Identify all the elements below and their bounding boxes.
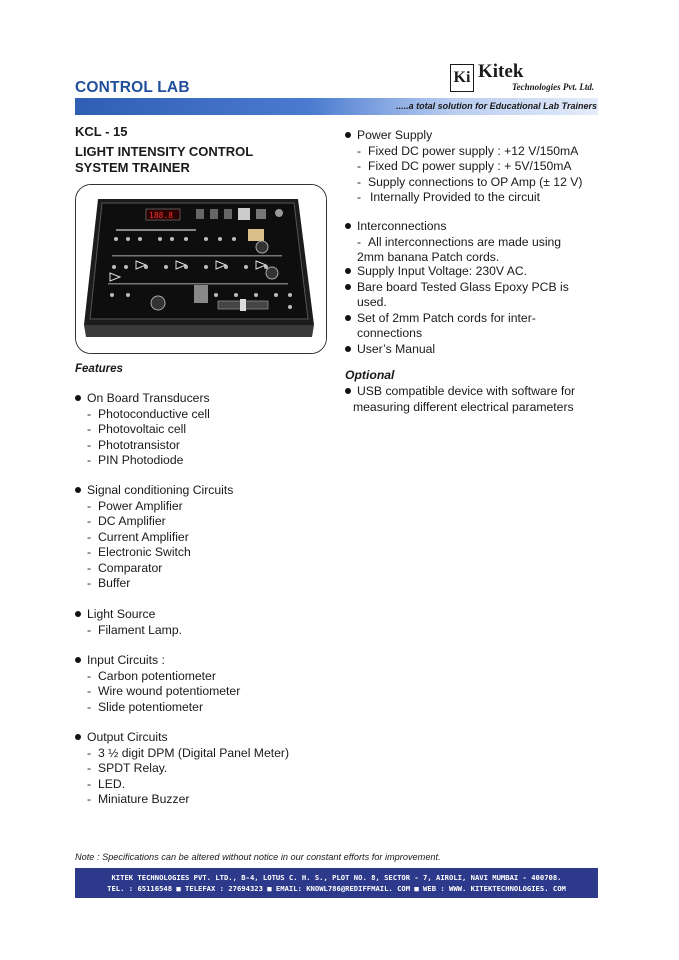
- model-number: KCL - 15: [75, 124, 128, 139]
- feature-item: - Electronic Switch: [75, 545, 335, 561]
- footnote: Note : Specifications can be altered without notice in our constant efforts for improvement.: [75, 852, 441, 862]
- tagline: .....a total solution for Educational Lab Trainers: [396, 101, 597, 111]
- spec-item-continued-text: Internally Provided to the circuit: [370, 190, 541, 204]
- feature-section-light-source: [75, 607, 335, 638]
- feature-item: - LED.: [75, 777, 335, 793]
- spec-title: Power Supply: [345, 128, 588, 144]
- spec-interconnections: [345, 219, 588, 266]
- feature-item: - Power Amplifier: [75, 499, 335, 515]
- spec-supply-input: Supply Input Voltage: 230V AC.: [345, 264, 588, 280]
- spec-title: Interconnections: [345, 219, 588, 235]
- product-image: [75, 184, 327, 354]
- section-title: CONTROL LAB: [75, 79, 190, 96]
- feature-section-output-circuits: [75, 730, 335, 808]
- spec-pcb-continued: used.: [357, 295, 387, 309]
- footer-contact: TEL. : 65116548 ■ TELEFAX : 27694323 ■ EMAIL: KNOWL786@REDIFFMAIL. COM ■ WEB : WWW. KITEKTECHNOLOGIES. COM: [107, 884, 566, 893]
- product-title-line-2: SYSTEM TRAINER: [75, 160, 190, 175]
- spec-item: - Supply connections to OP Amp (± 12 V): [345, 175, 588, 191]
- feature-section-title: Light Source: [75, 607, 335, 623]
- product-title: [75, 144, 305, 176]
- svg-text:188.8: 188.8: [149, 211, 174, 220]
- spec-pcb: Bare board Tested Glass Epoxy PCB is: [345, 280, 588, 296]
- feature-item: - DC Amplifier: [75, 514, 335, 530]
- feature-item: - 3 ½ digit DPM (Digital Panel Meter): [75, 746, 335, 762]
- feature-item: - PIN Photodiode: [75, 453, 335, 469]
- product-title-line-1: LIGHT INTENSITY CONTROL: [75, 144, 254, 159]
- feature-item: - Photovoltaic cell: [75, 422, 335, 438]
- feature-section-input-circuits: [75, 653, 335, 715]
- spec-item-continued: 2mm banana Patch cords.: [357, 250, 500, 264]
- feature-item: - Miniature Buzzer: [75, 792, 335, 808]
- optional-item-continued: measuring different electrical parameters: [353, 399, 574, 414]
- feature-item: - Carbon potentiometer: [75, 669, 335, 685]
- trainer-kit-illustration: [76, 185, 326, 353]
- feature-item: - Photoconductive cell: [75, 407, 335, 423]
- feature-section-title: Output Circuits: [75, 730, 335, 746]
- footer-address: KITEK TECHNOLOGIES PVT. LTD., B-4, LOTUS C. H. S., PLOT NO. 8, SECTOR - 7, AIROLI, NAVI MUMBAI - 400708.: [111, 873, 562, 882]
- feature-item: - Buffer: [75, 576, 335, 592]
- logo-name: Kitek: [478, 61, 524, 82]
- spec-patch-cords: Set of 2mm Patch cords for inter-: [345, 311, 588, 327]
- spec-patch-cords-continued: connections: [357, 326, 423, 340]
- spec-item-continued: [345, 190, 588, 206]
- feature-item: - Wire wound potentiometer: [75, 684, 335, 700]
- logo-mark: Ki: [450, 64, 474, 92]
- features-heading: Features: [75, 363, 123, 375]
- spec-item: - All interconnections are made using: [345, 235, 588, 251]
- feature-item: - Phototransistor: [75, 438, 335, 454]
- company-logo: [450, 62, 600, 94]
- feature-section-signal-conditioning: [75, 483, 335, 592]
- optional-usb: [345, 384, 588, 415]
- feature-section-title: Signal conditioning Circuits: [75, 483, 335, 499]
- feature-item: - Filament Lamp.: [75, 623, 335, 639]
- feature-section-transducers: [75, 391, 335, 469]
- feature-item: - Slide potentiometer: [75, 700, 335, 716]
- footer-bar: [75, 868, 598, 898]
- feature-item: - SPDT Relay.: [75, 761, 335, 777]
- feature-section-title: On Board Transducers: [75, 391, 335, 407]
- feature-item: - Current Amplifier: [75, 530, 335, 546]
- optional-heading: Optional: [345, 368, 395, 382]
- feature-item: - Comparator: [75, 561, 335, 577]
- optional-item: USB compatible device with software for: [345, 384, 588, 400]
- spec-item: - Fixed DC power supply : +12 V/150mA: [345, 144, 588, 160]
- feature-section-title: Input Circuits :: [75, 653, 335, 669]
- logo-subtitle: Technologies Pvt. Ltd.: [512, 82, 595, 92]
- spec-item: - Fixed DC power supply : + 5V/150mA: [345, 159, 588, 175]
- spec-manual: User’s Manual: [345, 342, 588, 358]
- spec-misc: [345, 264, 588, 357]
- spec-power-supply: [345, 128, 588, 206]
